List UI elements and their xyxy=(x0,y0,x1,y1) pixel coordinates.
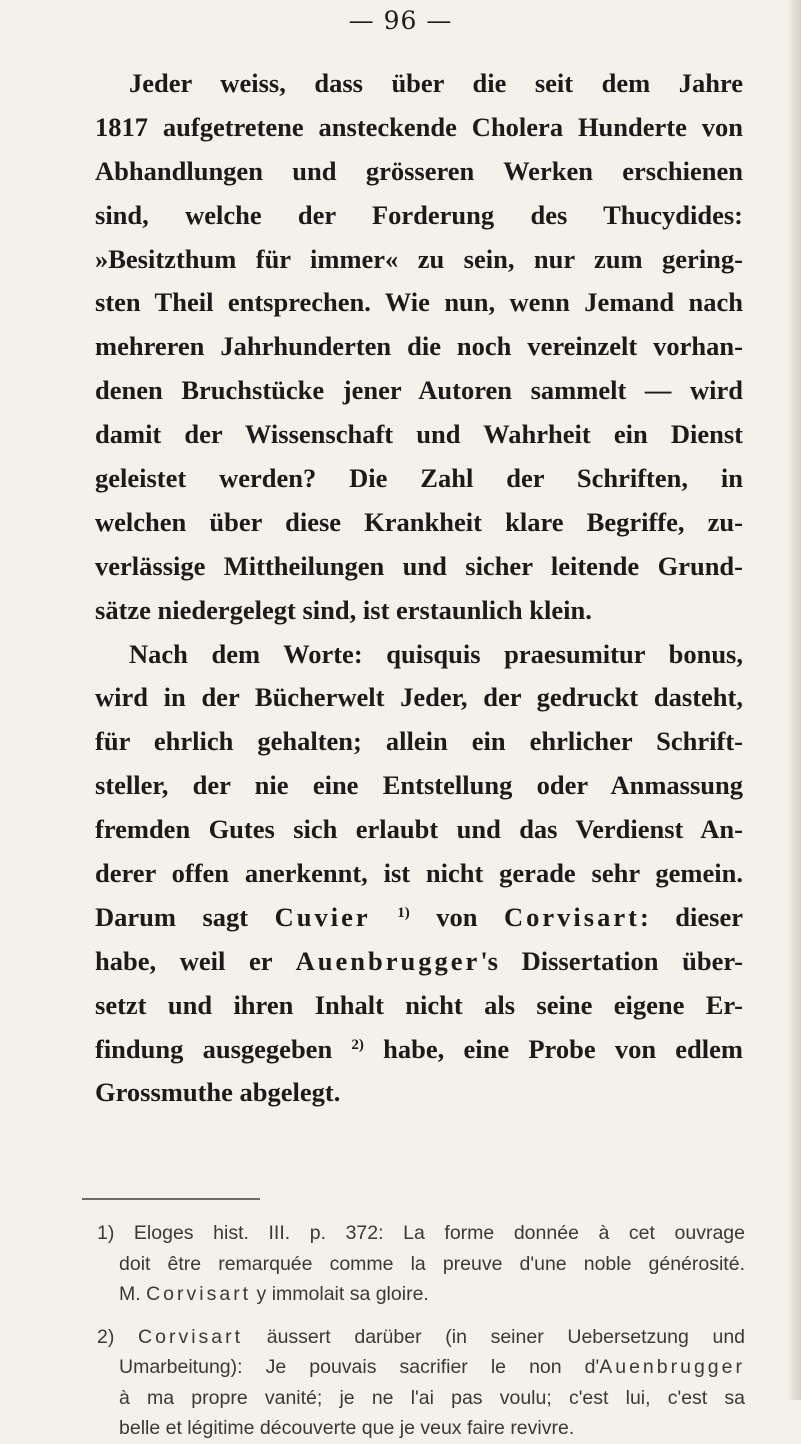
person-name-auenbrugger: Auenbrugger xyxy=(599,1356,745,1378)
text-line: mehreren Jahrhunderten die noch vereinzelt vorhan- xyxy=(95,331,743,362)
footnote-ref-1: 1) xyxy=(397,904,410,921)
footnote-2-line: à ma propre vanité; je ne l'ai pas voulu; c'est lui, c'est sa xyxy=(119,1386,745,1409)
footnote-1-line: doit être remarquée comme la preuve d'une noble générosité. xyxy=(119,1252,745,1275)
text-line: setzt und ihren Inhalt nicht als seine eigene Er- xyxy=(95,989,743,1020)
text-line: steller, der nie eine Entstellung oder Anmassung xyxy=(95,770,743,801)
text-segment: habe, weil er xyxy=(95,945,296,976)
person-name-corvisart: Corvisart xyxy=(138,1325,244,1348)
person-name-auenbrugger: Auenbrugger xyxy=(295,945,481,976)
text-line xyxy=(95,940,743,984)
footnote-2-line xyxy=(97,1322,745,1353)
text-line: verlässige Mittheilungen und sicher leitende Grund- xyxy=(95,550,743,581)
text-line: Grossmuthe abgelegt. xyxy=(95,1077,341,1108)
text-line: sten Theil entsprechen. Wie nun, wenn Jemand nach xyxy=(95,287,743,318)
text-segment: habe, eine Probe von edlem xyxy=(363,1033,743,1064)
text-segment: : dieser xyxy=(639,901,743,932)
text-line: welchen über diese Krankheit klare Begriffe, zu- xyxy=(95,506,743,537)
text-line: geleistet werden? Die Zahl der Schriften, in xyxy=(95,463,743,494)
text-line: fremden Gutes sich erlaubt und das Verdienst An- xyxy=(95,814,743,845)
text-line: Abhandlungen und grösseren Werken erschienen xyxy=(95,155,743,186)
footnotes xyxy=(97,1218,745,1444)
text-line: »Besitzthum für immer« zu sein, nur zum gering- xyxy=(95,243,743,274)
text-segment: Darum sagt xyxy=(95,901,275,932)
text-line: Jeder weiss, dass über die seit dem Jahre xyxy=(129,68,743,98)
page-edge-shadow xyxy=(787,0,801,1400)
text-line: sind, welche der Forderung des Thucydides: xyxy=(95,199,743,230)
text-line xyxy=(95,1028,743,1072)
person-name-corvisart: Corvisart xyxy=(146,1283,252,1305)
text-line: für ehrlich gehalten; allein ein ehrlicher Schrift- xyxy=(95,726,743,757)
text-line: wird in der Bücherwelt Jeder, der gedruckt dasteht, xyxy=(95,682,743,713)
footnote-ref-2: 2) xyxy=(351,1036,364,1053)
text-segment: 2) xyxy=(97,1325,139,1348)
footnote-2-line: belle et légitime découverte que je veux faire revivre. xyxy=(119,1417,575,1439)
text-line: 1817 aufgetretene ansteckende Cholera Hunderte von xyxy=(95,111,743,142)
text-line: sätze niedergelegt sind, ist erstaunlich klein. xyxy=(95,594,592,625)
text-line: damit der Wissenschaft und Wahrheit ein Dienst xyxy=(95,419,743,450)
text-line: Nach dem Worte: quisquis praesumitur bonus, xyxy=(129,638,743,669)
person-name-corvisart: Corvisart xyxy=(504,901,640,932)
footnote-1-line xyxy=(97,1279,745,1310)
text-segment: M. xyxy=(119,1283,147,1305)
text-line: denen Bruchstücke jener Autoren sammelt — wird xyxy=(95,375,743,406)
text-line: derer offen anerkennt, ist nicht gerade sehr gemein. xyxy=(95,858,743,889)
main-text xyxy=(95,62,743,1115)
footnote-2-line xyxy=(97,1352,745,1383)
footnote-gap xyxy=(97,1310,745,1322)
text-segment: von xyxy=(409,901,505,932)
footnote-1-line: 1) Eloges hist. III. p. 372: La forme donnée à cet ouvrage xyxy=(97,1222,745,1244)
text-line xyxy=(95,896,743,940)
text-segment: findung ausgegeben xyxy=(95,1033,352,1064)
text-segment: Umarbeitung): Je pouvais sacrifier le non d' xyxy=(119,1356,600,1378)
text-segment: 's Dissertation über- xyxy=(480,945,743,976)
text-segment: äussert darüber (in seiner Uebersetzung und xyxy=(243,1325,746,1348)
text-segment: y immolait sa gloire. xyxy=(251,1283,429,1305)
footnote-divider xyxy=(82,1198,260,1200)
person-name-cuvier: Cuvier xyxy=(274,901,371,932)
page-number: — 96 — xyxy=(348,6,453,35)
